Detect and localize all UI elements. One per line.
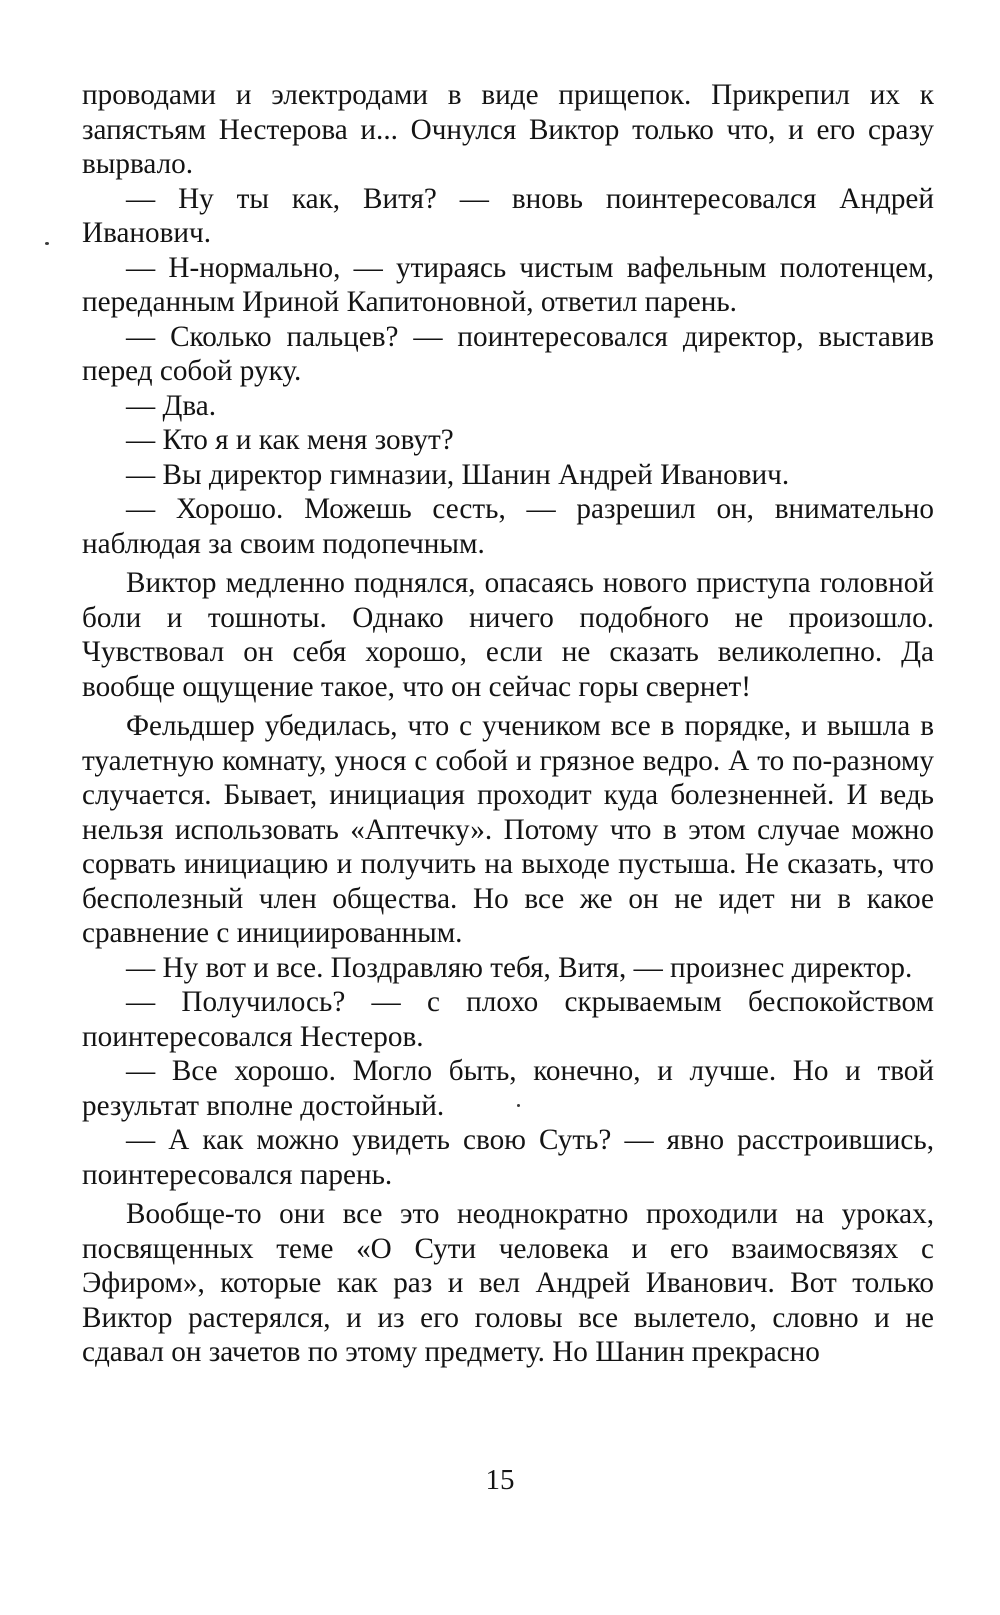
paragraph: Фельдшер убедилась, что с учеником все в порядке, и вышла в туалетную комнату, унося с собой и грязное ведро. А то по-разному случается. Бывает, инициация проходит куда болезненней. И ведь нельзя использовать «Аптечку». Потому что в этом случае можно сорвать инициацию и получить на выходе пустыша. Не сказать, что бесполезный член общества. Но все же он не идет ни в какое сравнение с инициированным. [82, 710, 934, 949]
dialogue-line: — Сколько пальцев? — поинтересовался директор, выставив перед собой руку. [82, 320, 934, 387]
dialogue-line: — Ну ты как, Витя? — вновь поинтересовался Андрей Иванович. [82, 182, 934, 249]
scan-speck [517, 1104, 520, 1107]
paragraph: Виктор медленно поднялся, опасаясь нового приступа головной боли и тошноты. Однако ничего подобного не произошло. Чувствовал он себя хорошо, если не сказать великолепно. Да вообще ощущение такое, что он сейчас горы свернет! [82, 567, 934, 703]
dialogue-line: — А как можно увидеть свою Суть? — явно расстроившись, поинтересовался парень. [82, 1124, 934, 1191]
page-number: 15 [485, 1464, 515, 1496]
dialogue-line: — Все хорошо. Могло быть, конечно, и лучше. Но и твой результат вполне достойный. [82, 1055, 934, 1122]
scan-speck [45, 242, 49, 245]
dialogue-line: — Н-нормально, — утираясь чистым вафельным полотенцем, переданным Ириной Капитоновной, ответил парень. [82, 251, 934, 318]
dialogue-line: — Вы директор гимназии, Шанин Андрей Иванович. [126, 458, 790, 491]
paragraph-1: проводами и электродами в виде прищепок. Прикрепил их к запястьям Нестерова и... Очнулся Виктор только что, и его сразу вырвало. [82, 79, 934, 180]
dialogue-line: — Два. [126, 389, 217, 422]
page-text [82, 78, 934, 1370]
dialogue-line: — Кто я и как меня зовут? [126, 424, 454, 456]
paragraph: Вообще-то они все это неоднократно проходили на уроках, посвященных теме «О Сути человека и его взаимосвязях с Эфиром», которые как раз и вел Андрей Иванович. Вот только Виктор растерялся, и из его головы все вылетело, словно и не сдавал он зачетов по этому предмету. Но Шанин прекрасно [82, 1198, 934, 1368]
dialogue-line: — Ну вот и все. Поздравляю тебя, Витя, — произнес директор. [126, 951, 913, 984]
dialogue-line: — Хорошо. Можешь сесть, — разрешил он, внимательно наблюдая за своим подопечным. [82, 493, 934, 560]
dialogue-line: — Получилось? — с плохо скрываемым беспокойством поинтересовался Нестеров. [82, 986, 934, 1053]
